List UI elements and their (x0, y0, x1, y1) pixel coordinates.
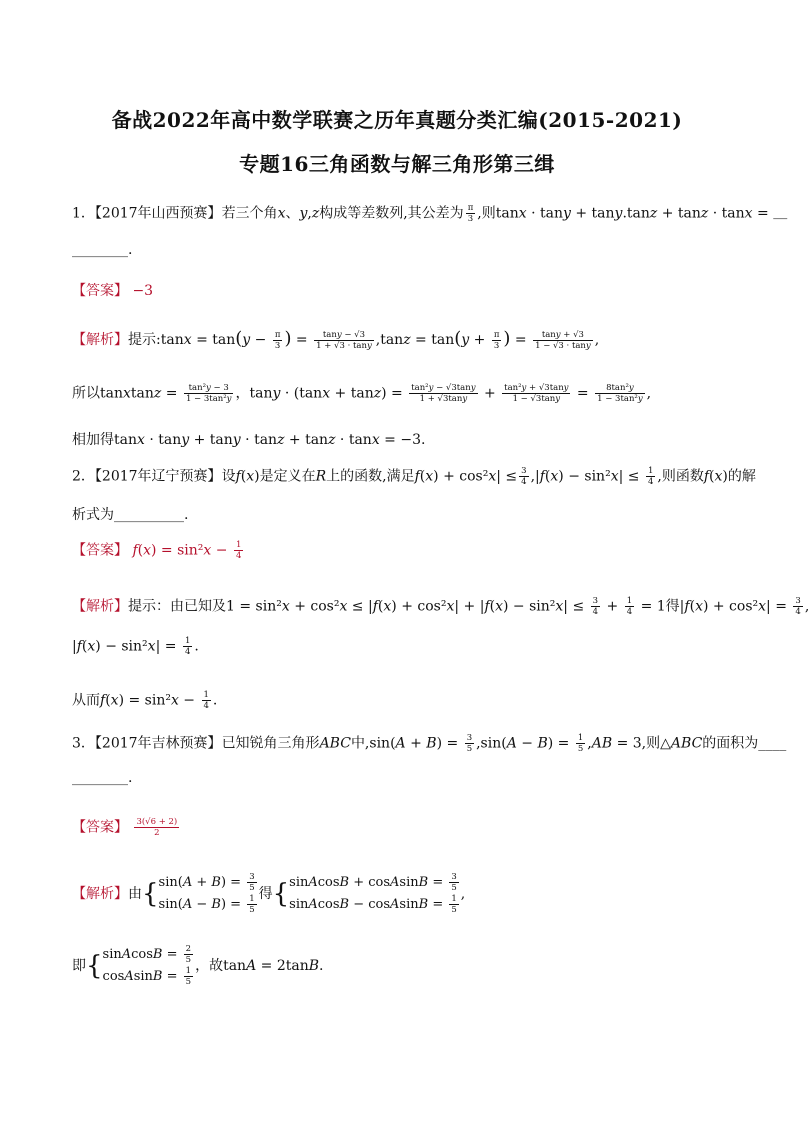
problem-1-analysis-line3: 相加得tanx · tany + tany · tanz + tanz · tanx = −3. (72, 432, 426, 448)
problem-3-question: 3．【2017年吉林预赛】已知锐角三角形ABC中,sin(A + B) = $\frac{3}{5}$ ,sin(A − B) = $\frac{1}{5}$ ,AB = 3,则△ABC的面积为____ (72, 733, 787, 754)
problem-2-analysis-line1: 【解析】提示：由已知及1 = sin²x + cos²x ≤ |f(x) + cos²x| + |f(x) − sin²x| ≤ $\frac{3}{4}$ + $\frac{1}{4}$ = 1得|f(x) + cos²x| = $\frac{3}{4}$ , (72, 596, 809, 617)
problem-2-analysis-line3: 从而f(x) = sin²x − $\frac{1}{4}$ . (72, 690, 218, 711)
problem-3-answer: 【答案】 $\frac{3(√6 + 2)}{2}$ (72, 817, 178, 838)
document-title: 备战2022年高中数学联赛之历年真题分类汇编(2015-2021) (111, 108, 683, 132)
problem-2-question: 2．【2017年辽宁预赛】设f(x)是定义在R上的函数,满足f(x) + cos²x| ≤ $\frac{3}{4}$ ,|f(x) − sin²x| ≤ $\frac{1}{4}$ ,则函数f(x)的解 (72, 466, 756, 487)
problem-1-question: 1．【2017年山西预赛】若三个角x、y,z构成等差数列,其公差为 $\frac{\pi}{3}$ ,则tanx · tany + tany.tanz + tanz · tanx = ＿ (72, 203, 788, 224)
problem-1-blank: ________. (72, 242, 133, 258)
problem-1-source-tag: 【2017年山西预赛】 (94, 205, 222, 222)
problem-2-analysis-line2: |f(x) − sin²x| = $\frac{1}{4}$ . (72, 636, 199, 657)
problem-3-analysis-line1: 【解析】由{ sin(A + B) = $\frac{3}{5}$ sin(A − B) = $\frac{1}{5}$ 得{ sinAcosB + cosAsinB = $\frac{3}{5}$ sinAcosB − cosAsinB = $\frac{1}{5}$ , (72, 872, 466, 915)
problem-2-answer: 【答案】 f(x) = sin²x − $\frac{1}{4}$ (72, 540, 242, 561)
document-subtitle: 专题16三角函数与解三角形第三缉 (239, 152, 555, 176)
problem-2-source-tag: 【2017年辽宁预赛】 (94, 468, 222, 485)
problem-1-analysis-line1: 【解析】提示:tanx = tan(y − $\frac{\pi}{3}$ ) = $\frac{\tan y - √3}{1 + √3 \cdot \tan y}$ ,tanz = tan(y + $\frac{\pi}{3}$ ) = $\frac{\tan y + √3}{1 - √3 \cdot \tan y}$ , (72, 328, 600, 351)
problem-3-analysis-line2: 即{ sinAcosB = $\frac{2}{5}$ cosAsinB = $\frac{1}{5}$ ，故tanA = 2tanB. (72, 944, 324, 987)
problem-1-answer: 【答案】 −3 (72, 283, 154, 299)
problem-2-question-cont: 析式为__________. (72, 507, 189, 523)
problem-1-analysis-line2: 所以tanxtanz = $\frac{\text{tan²y − 3}}{\text{1 − 3tan²y}}$ ，tany · (tanx + tanz) = $\frac{\text{tan²y − √3tany}}{1 + √3\tan y}$ + $\frac{\text{tan²y + √3tany}}{1 - √3\tan y}$ = $\frac{\text{8tan²y}}{\text{1 − 3tan²y}}$ , (72, 383, 652, 404)
problem-3-source-tag: 【2017年吉林预赛】 (94, 735, 222, 752)
problem-3-blank: ________. (72, 770, 133, 786)
